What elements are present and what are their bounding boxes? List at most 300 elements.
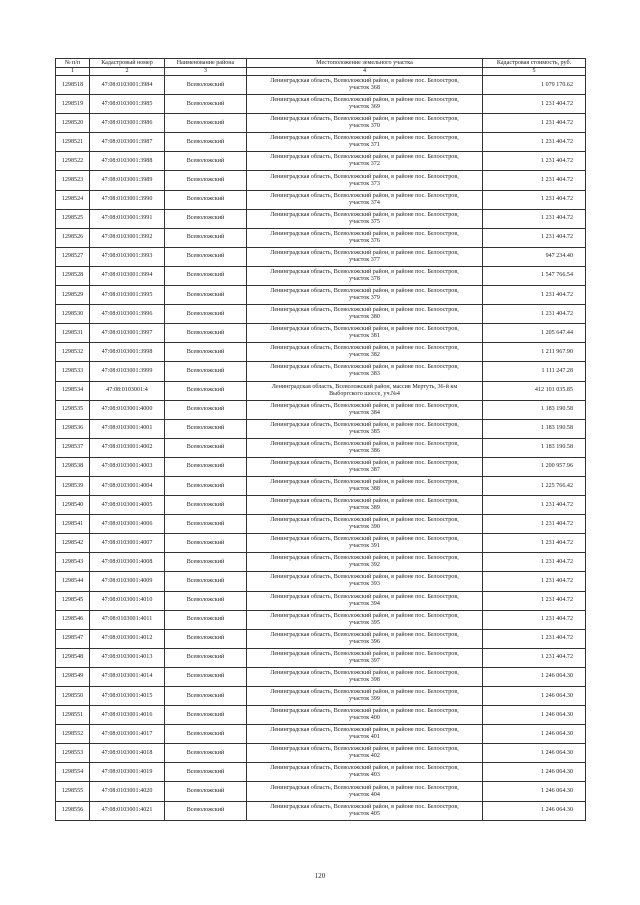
row-cadastral-number: 47:08:0103001:3985 [90,95,165,114]
row-cadastral-value: 1 231 404.72 [483,629,586,648]
row-location [247,190,483,209]
row-cadastral-value: 1 183 190.58 [483,400,586,419]
row-index: 1298544 [56,572,90,591]
table-row [56,286,586,305]
row-district: Всеволожский [165,171,247,190]
row-location-line-2: Выборгского шоссе, уч.№4 [329,390,400,397]
table-row [56,305,586,324]
row-district: Всеволожский [165,687,247,706]
row-cadastral-value: 1 231 404.72 [483,228,586,247]
row-cadastral-number: 47:08:0103001:3992 [90,228,165,247]
row-index: 1298546 [56,610,90,629]
table-row [56,801,586,820]
row-cadastral-number: 47:08:0103001:4003 [90,457,165,476]
row-index: 1298521 [56,133,90,152]
row-index: 1298525 [56,209,90,228]
row-cadastral-number: 47:08:0103001:4001 [90,419,165,438]
row-cadastral-value: 1 231 404.72 [483,553,586,572]
row-location-line-1: Ленинградская область, Всеволожский район, в районе пос. Белоостров, [270,288,459,295]
table-row [56,152,586,171]
row-location [247,266,483,285]
row-cadastral-value: 1 200 957.96 [483,457,586,476]
row-district: Всеволожский [165,400,247,419]
table-row [56,95,586,114]
row-location-line-1: Ленинградская область, Всеволожский район, в районе пос. Белоостров, [270,97,459,104]
row-index: 1298545 [56,591,90,610]
row-location-line-2: участок 369 [349,104,380,111]
header-cadastral-number: Кадастровый номер [90,59,165,68]
row-location [247,725,483,744]
row-cadastral-value: 1 205 647.44 [483,324,586,343]
column-number: 1 [56,68,90,76]
row-index: 1298523 [56,171,90,190]
row-district: Всеволожский [165,343,247,362]
row-location-line-1: Ленинградская область, Всеволожский район, в районе пос. Белоостров, [270,650,459,657]
row-location [247,610,483,629]
row-location-line-2: участок 392 [349,562,380,569]
row-location [247,667,483,686]
table-row [56,706,586,725]
row-district: Всеволожский [165,591,247,610]
row-cadastral-value: 1 231 404.72 [483,95,586,114]
row-location-line-2: участок 397 [349,657,380,664]
row-location [247,457,483,476]
row-location-line-2: участок 399 [349,696,380,703]
row-district: Всеволожский [165,438,247,457]
row-district: Всеволожский [165,381,247,400]
row-location-line-2: участок 385 [349,428,380,435]
row-cadastral-value: 1 183 190.58 [483,419,586,438]
row-location-line-2: участок 393 [349,581,380,588]
row-district: Всеволожский [165,553,247,572]
row-cadastral-number: 47:08:0103001:4010 [90,591,165,610]
table-row [56,744,586,763]
row-district: Всеволожский [165,324,247,343]
row-index: 1298540 [56,496,90,515]
row-district: Всеволожский [165,95,247,114]
row-cadastral-number: 47:08:0103001:4014 [90,667,165,686]
row-location-line-2: участок 382 [349,352,380,359]
table-row [56,763,586,782]
row-location-line-2: участок 398 [349,676,380,683]
row-cadastral-value: 1 231 404.72 [483,648,586,667]
table-row [56,496,586,515]
row-cadastral-number: 47:08:0103001:3987 [90,133,165,152]
table-row [56,667,586,686]
table-row [56,266,586,285]
row-location [247,782,483,801]
row-location-line-2: участок 377 [349,256,380,263]
row-cadastral-value: 1 231 404.72 [483,534,586,553]
row-location [247,629,483,648]
row-district: Всеволожский [165,228,247,247]
row-location [247,801,483,820]
table-row [56,324,586,343]
row-location-line-1: Ленинградская область, Всеволожский район, в районе пос. Белоостров, [270,192,459,199]
row-index: 1298531 [56,324,90,343]
row-location-line-2: участок 380 [349,314,380,321]
row-location-line-1: Ленинградская область, Всеволожский район, в районе пос. Белоостров, [270,230,459,237]
page-number: 120 [314,872,326,880]
row-cadastral-value: 1 246 064.30 [483,687,586,706]
row-location-line-2: участок 374 [349,199,380,206]
table-row [56,76,586,95]
row-location [247,438,483,457]
row-cadastral-value: 1 231 404.72 [483,572,586,591]
row-cadastral-number: 47:08:0103001:4009 [90,572,165,591]
row-cadastral-value: 1 231 404.72 [483,591,586,610]
row-location [247,343,483,362]
row-location-line-2: участок 396 [349,638,380,645]
table-row [56,190,586,209]
row-cadastral-value: 1 231 404.72 [483,171,586,190]
row-index: 1298522 [56,152,90,171]
row-cadastral-number: 47:08:0103001:3990 [90,190,165,209]
row-cadastral-number: 47:08:0103001:3988 [90,152,165,171]
row-cadastral-value: 1 246 064.30 [483,706,586,725]
row-index: 1298528 [56,266,90,285]
column-number-row [56,68,586,76]
row-location-line-1: Ленинградская область, Всеволожский район, в районе пос. Белоостров, [270,498,459,505]
row-cadastral-value: 1 231 404.72 [483,209,586,228]
row-index: 1298537 [56,438,90,457]
row-location-line-1: Ленинградская область, Всеволожский район, в районе пос. Белоостров, [270,669,459,676]
row-cadastral-value: 1 231 404.72 [483,515,586,534]
column-number: 4 [247,68,483,76]
table-row [56,515,586,534]
row-location-line-1: Ленинградская область, Всеволожский район, в районе пос. Белоостров, [270,536,459,543]
row-district: Всеволожский [165,744,247,763]
row-index: 1298551 [56,706,90,725]
row-location-line-2: участок 389 [349,505,380,512]
header-index: № п/п [56,59,90,68]
row-district: Всеволожский [165,457,247,476]
row-cadastral-number: 47:08:0103001:4018 [90,744,165,763]
row-location [247,76,483,95]
row-district: Всеволожский [165,190,247,209]
row-cadastral-value: 947 234.40 [483,247,586,266]
row-location-line-1: Ленинградская область, Всеволожский район, в районе пос. Белоостров, [270,593,459,600]
table-row [56,247,586,266]
row-index: 1298526 [56,228,90,247]
row-index: 1298542 [56,534,90,553]
row-index: 1298538 [56,457,90,476]
row-cadastral-number: 47:08:0103001:4002 [90,438,165,457]
row-cadastral-number: 47:08:0103001:4019 [90,763,165,782]
row-location [247,744,483,763]
table-row [56,343,586,362]
row-district: Всеволожский [165,305,247,324]
row-location-line-2: участок 370 [349,123,380,130]
row-index: 1298549 [56,667,90,686]
row-location-line-2: участок 386 [349,447,380,454]
row-location [247,209,483,228]
row-cadastral-number: 47:08:0103001:4015 [90,687,165,706]
row-location-line-1: Ленинградская область, Всеволожский район, в районе пос. Белоостров, [270,631,459,638]
row-district: Всеволожский [165,362,247,381]
row-location-line-1: Ленинградская область, Всеволожский район, в районе пос. Белоостров, [270,307,459,314]
row-location [247,133,483,152]
row-location-line-1: Ленинградская область, Всеволожский район, в районе пос. Белоостров, [270,479,459,486]
table-row [56,362,586,381]
row-district: Всеволожский [165,286,247,305]
table-row [56,687,586,706]
row-cadastral-number: 47:08:0103001:4004 [90,476,165,495]
row-cadastral-value: 1 547 766.54 [483,266,586,285]
row-location-line-1: Ленинградская область, Всеволожский район, в районе пос. Белоостров, [270,708,459,715]
row-location-line-2: участок 391 [349,543,380,550]
row-index: 1298541 [56,515,90,534]
row-district: Всеволожский [165,763,247,782]
row-index: 1298552 [56,725,90,744]
row-location [247,362,483,381]
row-cadastral-value: 1 246 064.30 [483,744,586,763]
row-district: Всеволожский [165,667,247,686]
row-location-line-1: Ленинградская область, Всеволожский район, в районе пос. Белоостров, [270,173,459,180]
row-index: 1298533 [56,362,90,381]
row-location-line-1: Ленинградская область, Всеволожский район, в районе пос. Белоостров, [270,765,459,772]
row-location [247,381,483,400]
row-cadastral-value: 1 231 404.72 [483,152,586,171]
row-location-line-2: участок 368 [349,85,380,92]
row-location [247,324,483,343]
row-district: Всеволожский [165,76,247,95]
row-index: 1298532 [56,343,90,362]
row-district: Всеволожский [165,515,247,534]
table-row [56,629,586,648]
row-index: 1298530 [56,305,90,324]
row-location [247,400,483,419]
row-cadastral-value: 1 211 967.90 [483,343,586,362]
row-location-line-1: Ленинградская область, Всеволожский район, в районе пос. Белоостров, [270,249,459,256]
row-location [247,171,483,190]
row-location-line-1: Ленинградская область, Всеволожский район, в районе пос. Белоостров, [270,116,459,123]
row-district: Всеволожский [165,572,247,591]
cadastral-table-sheet [55,58,585,821]
row-cadastral-number: 47:08:0103001:3994 [90,266,165,285]
row-location-line-2: участок 402 [349,753,380,760]
table-row [56,572,586,591]
row-district: Всеволожский [165,152,247,171]
table-row [56,228,586,247]
row-location [247,496,483,515]
row-cadastral-number: 47:08:0103001:4005 [90,496,165,515]
row-location-line-1: Ленинградская область, Всеволожский район, в районе пос. Белоостров, [270,345,459,352]
row-location-line-2: участок 379 [349,295,380,302]
row-index: 1298556 [56,801,90,820]
row-location-line-2: участок 376 [349,237,380,244]
row-cadastral-number: 47:08:0103001:4008 [90,553,165,572]
table-row [56,553,586,572]
row-location-line-1: Ленинградская область, Всеволожский район, в районе пос. Белоостров, [270,154,459,161]
row-district: Всеволожский [165,209,247,228]
row-location-line-2: участок 384 [349,409,380,416]
row-location-line-1: Ленинградская область, Всеволожский район, в районе пос. Белоостров, [270,689,459,696]
table-row [56,591,586,610]
row-location-line-1: Ленинградская область, Всеволожский район, в районе пос. Белоостров, [270,268,459,275]
row-location-line-1: Ленинградская область, Всеволожский район, в районе пос. Белоостров, [270,364,459,371]
row-location-line-1: Ленинградская область, Всеволожский район, в районе пос. Белоостров, [270,402,459,409]
row-cadastral-value: 1 246 064.30 [483,667,586,686]
row-cadastral-value: 1 111 247.28 [483,362,586,381]
row-location-line-1: Ленинградская область, Всеволожский район, в районе пос. Белоостров, [270,784,459,791]
row-cadastral-value: 1 231 404.72 [483,133,586,152]
table-row [56,725,586,744]
row-cadastral-value: 1 231 404.72 [483,496,586,515]
row-cadastral-number: 47:08:0103001:3991 [90,209,165,228]
row-cadastral-value: 1 231 404.72 [483,114,586,133]
table-row [56,438,586,457]
row-location-line-1: Ленинградская область, Всеволожский район, в районе пос. Белоостров, [270,421,459,428]
row-district: Всеволожский [165,419,247,438]
row-cadastral-number: 47:08:0103001:3989 [90,171,165,190]
row-location [247,95,483,114]
row-location-line-2: участок 404 [349,791,380,798]
table-row [56,457,586,476]
row-location [247,687,483,706]
row-district: Всеволожский [165,629,247,648]
row-location-line-1: Ленинградская область, Всеволожский район, в районе пос. Белоостров, [270,135,459,142]
row-location [247,286,483,305]
row-index: 1298519 [56,95,90,114]
row-cadastral-value: 1 183 190.58 [483,438,586,457]
table-row [56,610,586,629]
row-location [247,305,483,324]
row-location-line-1: Ленинградская область, Всеволожский район, в районе пос. Белоостров, [270,746,459,753]
row-district: Всеволожский [165,782,247,801]
row-cadastral-number: 47:08:0103001:3993 [90,247,165,266]
row-cadastral-number: 47:08:0103001:4011 [90,610,165,629]
row-index: 1298535 [56,400,90,419]
row-cadastral-value: 1 231 404.72 [483,610,586,629]
row-district: Всеволожский [165,247,247,266]
row-index: 1298550 [56,687,90,706]
table-row [56,209,586,228]
row-location [247,648,483,667]
row-location [247,228,483,247]
row-cadastral-value: 1 246 064.30 [483,782,586,801]
row-location [247,247,483,266]
row-cadastral-number: 47:08:0103001:3995 [90,286,165,305]
row-district: Всеволожский [165,114,247,133]
row-cadastral-value: 1 246 064.30 [483,725,586,744]
row-cadastral-value: 1 231 404.72 [483,190,586,209]
table-row [56,400,586,419]
row-location [247,515,483,534]
row-index: 1298518 [56,76,90,95]
row-location-line-2: участок 383 [349,371,380,378]
row-location-line-2: участок 375 [349,218,380,225]
row-index: 1298527 [56,247,90,266]
row-location-line-2: участок 371 [349,142,380,149]
row-location-line-1: Ленинградская область, Всеволожский район, в районе пос. Белоостров, [270,727,459,734]
row-cadastral-value: 1 231 404.72 [483,286,586,305]
table-row [56,419,586,438]
row-location [247,114,483,133]
row-index: 1298520 [56,114,90,133]
row-location [247,591,483,610]
table-row [56,782,586,801]
row-location [247,553,483,572]
row-location-line-2: участок 394 [349,600,380,607]
table-body [56,76,586,821]
row-district: Всеволожский [165,610,247,629]
row-location-line-1: Ленинградская область, Всеволожский район, в районе пос. Белоостров, [270,517,459,524]
row-cadastral-number: 47:08:0103001:4017 [90,725,165,744]
row-index: 1298529 [56,286,90,305]
row-location-line-2: участок 400 [349,715,380,722]
row-district: Всеволожский [165,496,247,515]
row-location-line-2: участок 403 [349,772,380,779]
row-district: Всеволожский [165,648,247,667]
header-row [56,59,586,68]
table-row [56,534,586,553]
row-cadastral-number: 47:08:0103001:4006 [90,515,165,534]
row-location [247,706,483,725]
row-cadastral-number: 47:08:0103001:4016 [90,706,165,725]
row-location-line-2: участок 401 [349,734,380,741]
header-district-name: Наименование района [165,59,247,68]
table-row [56,648,586,667]
row-cadastral-number: 47:08:0103001:3986 [90,114,165,133]
row-cadastral-value: 1 246 064.30 [483,763,586,782]
row-location [247,572,483,591]
row-district: Всеволожский [165,706,247,725]
row-location-line-2: участок 372 [349,161,380,168]
row-location-line-1: Ленинградская область, Всеволожский район, в районе пос. Белоостров, [270,803,459,810]
row-location-line-1: Ленинградская область, Всеволожский район, в районе пос. Белоостров, [270,326,459,333]
row-cadastral-value: 1 079 170.62 [483,76,586,95]
row-location-line-2: участок 405 [349,810,380,817]
table-row [56,381,586,400]
row-index: 1298524 [56,190,90,209]
header-location: Местоположение земельного участка [247,59,483,68]
table-row [56,114,586,133]
row-cadastral-number: 47:08:0103001:4 [90,381,165,400]
row-location-line-1: Ленинградская область, Всеволожский район, в районе пос. Белоостров, [270,574,459,581]
row-cadastral-number: 47:08:0103001:3999 [90,362,165,381]
row-district: Всеволожский [165,476,247,495]
column-number: 2 [90,68,165,76]
row-index: 1298555 [56,782,90,801]
row-index: 1298554 [56,763,90,782]
row-index: 1298548 [56,648,90,667]
row-index: 1298536 [56,419,90,438]
row-cadastral-number: 47:08:0103001:3996 [90,305,165,324]
row-location-line-1: Ленинградская область, Всеволожский район, в районе пос. Белоостров, [270,78,459,85]
column-number: 5 [483,68,586,76]
row-cadastral-number: 47:08:0103001:4013 [90,648,165,667]
row-location-line-1: Ленинградская область, Всеволожский район, в районе пос. Белоостров, [270,211,459,218]
row-district: Всеволожский [165,133,247,152]
row-district: Всеволожский [165,534,247,553]
row-cadastral-number: 47:08:0103001:4012 [90,629,165,648]
row-location [247,534,483,553]
row-location-line-2: участок 395 [349,619,380,626]
row-cadastral-number: 47:08:0103001:3997 [90,324,165,343]
row-location-line-2: участок 390 [349,524,380,531]
row-district: Всеволожский [165,266,247,285]
column-number: 3 [165,68,247,76]
row-location-line-1: Ленинградская область, Всеволожский район, в районе пос. Белоостров, [270,555,459,562]
row-location-line-1: Ленинградская область, Всеволожский район, в районе пос. Белоостров, [270,440,459,447]
row-district: Всеволожский [165,801,247,820]
row-location [247,419,483,438]
header-cadastral-value: Кадастровая стоимость, руб. [483,59,586,68]
row-cadastral-value: 1 231 404.72 [483,305,586,324]
row-index: 1298547 [56,629,90,648]
table-row [56,133,586,152]
